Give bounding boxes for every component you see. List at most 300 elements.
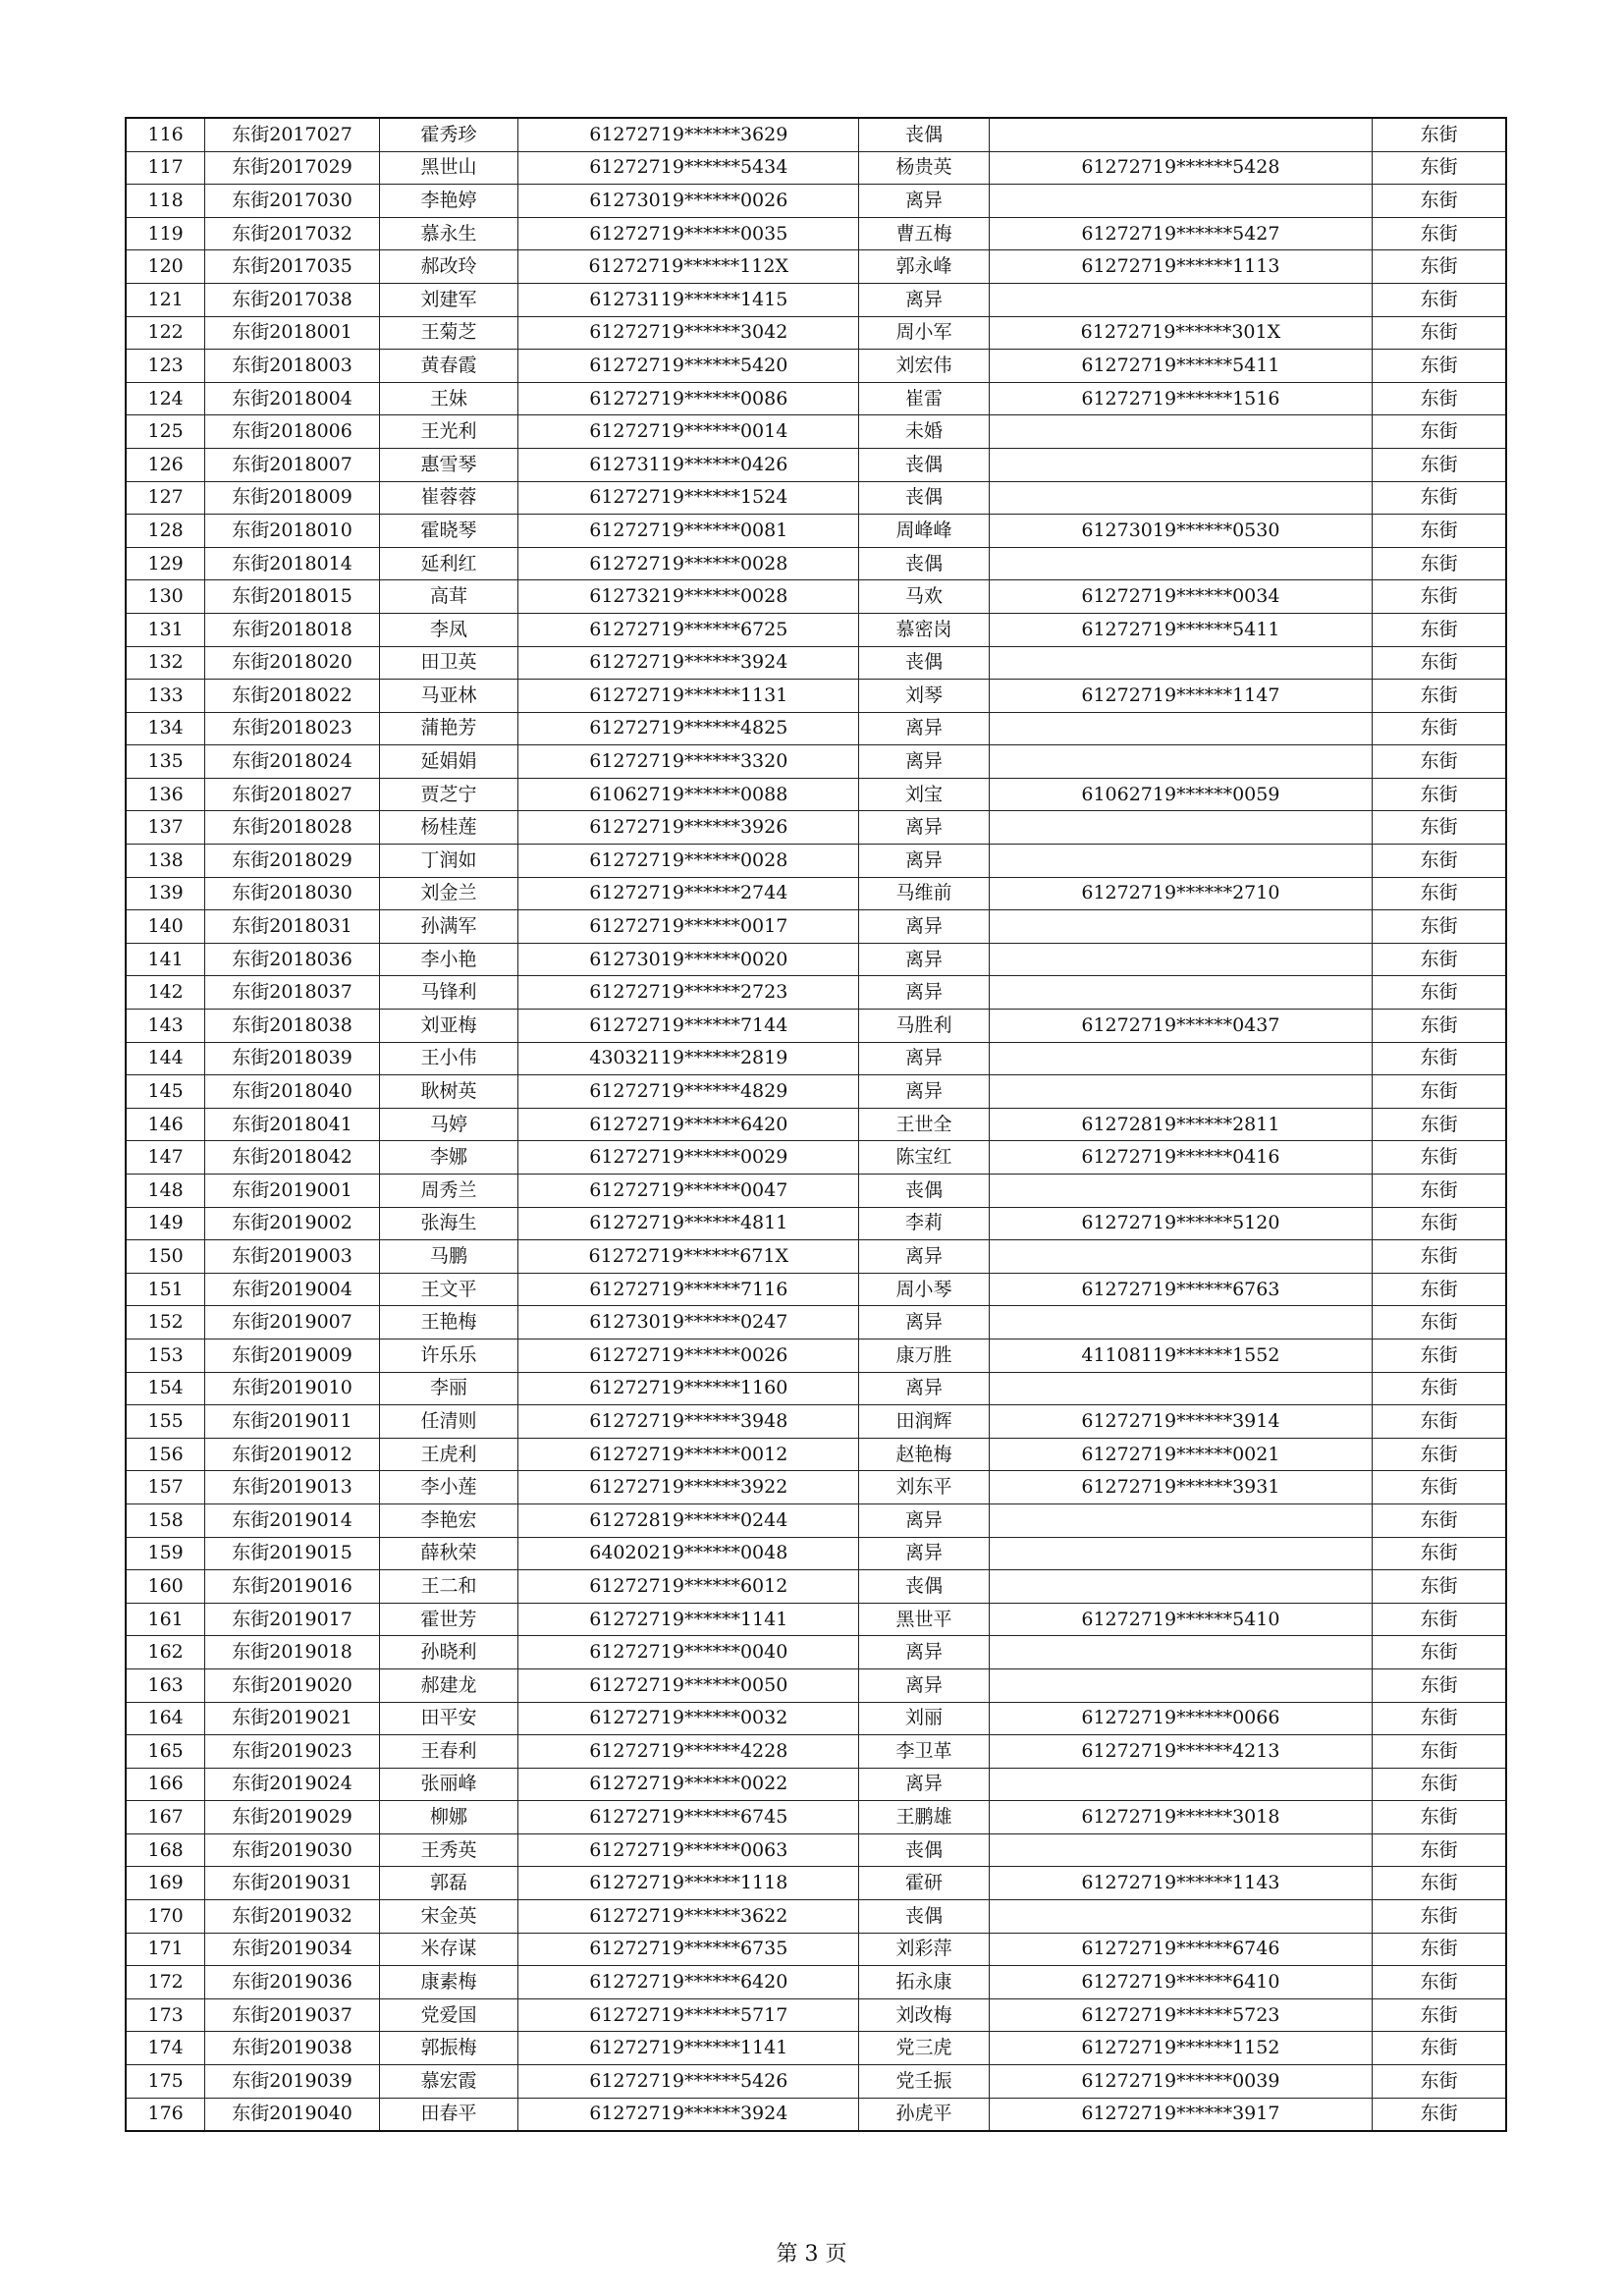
applicant-id-cell: 东街2019021 xyxy=(205,1702,380,1735)
applicant-name-cell: 蒲艳芳 xyxy=(379,712,517,745)
table-row xyxy=(126,811,1506,845)
table-row xyxy=(126,1339,1506,1372)
spouse-id-number-cell: 61272719******1152 xyxy=(989,2032,1373,2065)
applicant-id-cell: 东街2019015 xyxy=(205,1537,380,1570)
applicant-name-cell: 刘建军 xyxy=(379,283,517,316)
applicant-id-number-cell: 61272719******6420 xyxy=(518,1108,859,1141)
community-cell: 东街 xyxy=(1373,1503,1506,1537)
spouse-id-number-cell xyxy=(989,1075,1373,1109)
row-number-cell: 170 xyxy=(126,1900,205,1934)
table-row xyxy=(126,1537,1506,1570)
spouse-id-number-cell: 61272719******6746 xyxy=(989,1933,1373,1966)
spouse-or-status-cell: 离异 xyxy=(859,1503,989,1537)
community-cell: 东街 xyxy=(1373,1438,1506,1471)
table-row xyxy=(126,1075,1506,1109)
spouse-id-number-cell: 61272719******6410 xyxy=(989,1966,1373,1999)
table-row xyxy=(126,283,1506,316)
community-cell: 东街 xyxy=(1373,680,1506,713)
community-cell: 东街 xyxy=(1373,1207,1506,1240)
applicant-id-cell: 东街2019001 xyxy=(205,1175,380,1208)
applicant-name-cell: 刘亚梅 xyxy=(379,1010,517,1043)
applicant-id-number-cell: 61272719******0014 xyxy=(518,415,859,449)
applicant-name-cell: 刘金兰 xyxy=(379,877,517,910)
table-row xyxy=(126,646,1506,680)
community-cell: 东街 xyxy=(1373,712,1506,745)
spouse-id-number-cell xyxy=(989,283,1373,316)
spouse-id-number-cell: 61272719******1147 xyxy=(989,680,1373,713)
table-row xyxy=(126,1405,1506,1439)
applicant-id-number-cell: 61273219******0028 xyxy=(518,580,859,614)
spouse-or-status-cell: 丧偶 xyxy=(859,1570,989,1604)
applicant-name-cell: 霍世芳 xyxy=(379,1603,517,1636)
applicant-id-number-cell: 61272719******0081 xyxy=(518,515,859,548)
applicant-id-cell: 东街2018007 xyxy=(205,448,380,481)
row-number-cell: 139 xyxy=(126,877,205,910)
applicant-id-cell: 东街2017027 xyxy=(205,118,380,151)
table-row xyxy=(126,1438,1506,1471)
row-number-cell: 143 xyxy=(126,1010,205,1043)
applicant-id-cell: 东街2019016 xyxy=(205,1570,380,1604)
applicant-id-cell: 东街2019018 xyxy=(205,1636,380,1669)
spouse-or-status-cell: 黑世平 xyxy=(859,1603,989,1636)
row-number-cell: 118 xyxy=(126,185,205,218)
community-cell: 东街 xyxy=(1373,185,1506,218)
spouse-id-number-cell: 61272719******3018 xyxy=(989,1801,1373,1834)
applicant-name-cell: 李小艳 xyxy=(379,943,517,976)
table-row xyxy=(126,1570,1506,1604)
row-number-cell: 125 xyxy=(126,415,205,449)
applicant-id-number-cell: 61272719******6420 xyxy=(518,1966,859,1999)
spouse-id-number-cell: 41108119******1552 xyxy=(989,1339,1373,1372)
applicant-id-number-cell: 61272719******4228 xyxy=(518,1735,859,1769)
table-row xyxy=(126,2032,1506,2065)
applicant-id-cell: 东街2019010 xyxy=(205,1372,380,1405)
table-row xyxy=(126,1603,1506,1636)
applicant-id-cell: 东街2019020 xyxy=(205,1668,380,1702)
row-number-cell: 116 xyxy=(126,118,205,151)
community-cell: 东街 xyxy=(1373,1339,1506,1372)
spouse-or-status-cell: 周小军 xyxy=(859,316,989,350)
row-number-cell: 171 xyxy=(126,1933,205,1966)
row-number-cell: 150 xyxy=(126,1240,205,1274)
applicant-name-cell: 米存谋 xyxy=(379,1933,517,1966)
community-cell: 东街 xyxy=(1373,1273,1506,1306)
applicant-id-number-cell: 61272719******0028 xyxy=(518,547,859,580)
row-number-cell: 138 xyxy=(126,845,205,878)
spouse-id-number-cell xyxy=(989,943,1373,976)
spouse-or-status-cell: 赵艳梅 xyxy=(859,1438,989,1471)
table-row xyxy=(126,2065,1506,2099)
table-row xyxy=(126,778,1506,811)
spouse-or-status-cell: 丧偶 xyxy=(859,1900,989,1934)
table-row xyxy=(126,1833,1506,1867)
spouse-id-number-cell: 61272719******3931 xyxy=(989,1471,1373,1504)
table-row xyxy=(126,745,1506,779)
table-row xyxy=(126,1801,1506,1834)
applicant-name-cell: 慕宏霞 xyxy=(379,2065,517,2099)
applicant-name-cell: 丁润如 xyxy=(379,845,517,878)
row-number-cell: 175 xyxy=(126,2065,205,2099)
spouse-id-number-cell xyxy=(989,1240,1373,1274)
applicant-id-number-cell: 61273019******0026 xyxy=(518,185,859,218)
spouse-id-number-cell: 61272719******3917 xyxy=(989,2098,1373,2131)
applicant-id-number-cell: 61272719******0012 xyxy=(518,1438,859,1471)
community-cell: 东街 xyxy=(1373,1175,1506,1208)
spouse-id-number-cell: 61272719******5411 xyxy=(989,613,1373,646)
applicant-id-number-cell: 61273019******0247 xyxy=(518,1306,859,1339)
row-number-cell: 121 xyxy=(126,283,205,316)
community-cell: 东街 xyxy=(1373,2065,1506,2099)
row-number-cell: 155 xyxy=(126,1405,205,1439)
applicant-name-cell: 高茸 xyxy=(379,580,517,614)
spouse-or-status-cell: 丧偶 xyxy=(859,481,989,515)
row-number-cell: 152 xyxy=(126,1306,205,1339)
applicant-id-cell: 东街2019040 xyxy=(205,2098,380,2131)
applicant-name-cell: 王文平 xyxy=(379,1273,517,1306)
spouse-id-number-cell xyxy=(989,185,1373,218)
table-row xyxy=(126,1240,1506,1274)
applicant-name-cell: 田卫英 xyxy=(379,646,517,680)
applicant-id-number-cell: 61272719******5717 xyxy=(518,1998,859,2032)
spouse-id-number-cell xyxy=(989,646,1373,680)
spouse-id-number-cell xyxy=(989,845,1373,878)
spouse-id-number-cell xyxy=(989,1768,1373,1801)
spouse-or-status-cell: 李莉 xyxy=(859,1207,989,1240)
spouse-or-status-cell: 党壬振 xyxy=(859,2065,989,2099)
applicant-name-cell: 柳娜 xyxy=(379,1801,517,1834)
spouse-id-number-cell xyxy=(989,712,1373,745)
applicant-id-number-cell: 61272719******0026 xyxy=(518,1339,859,1372)
applicant-id-number-cell: 61272719******6725 xyxy=(518,613,859,646)
applicant-id-number-cell: 61272719******0063 xyxy=(518,1833,859,1867)
applicant-id-number-cell: 61273019******0020 xyxy=(518,943,859,976)
applicant-name-cell: 王春利 xyxy=(379,1735,517,1769)
row-number-cell: 142 xyxy=(126,976,205,1010)
applicant-id-number-cell: 61272719******1160 xyxy=(518,1372,859,1405)
row-number-cell: 140 xyxy=(126,910,205,944)
table-row xyxy=(126,185,1506,218)
applicant-id-cell: 东街2019007 xyxy=(205,1306,380,1339)
table-row xyxy=(126,1372,1506,1405)
spouse-or-status-cell: 离异 xyxy=(859,1537,989,1570)
spouse-id-number-cell xyxy=(989,910,1373,944)
spouse-or-status-cell: 马维前 xyxy=(859,877,989,910)
applicant-id-number-cell: 61272719******0047 xyxy=(518,1175,859,1208)
community-cell: 东街 xyxy=(1373,1570,1506,1604)
spouse-id-number-cell: 61272719******0034 xyxy=(989,580,1373,614)
applicant-id-cell: 东街2017029 xyxy=(205,151,380,185)
applicant-name-cell: 霍秀珍 xyxy=(379,118,517,151)
community-cell: 东街 xyxy=(1373,1900,1506,1934)
row-number-cell: 157 xyxy=(126,1471,205,1504)
applicant-name-cell: 王秀英 xyxy=(379,1833,517,1867)
applicant-id-cell: 东街2019013 xyxy=(205,1471,380,1504)
spouse-id-number-cell: 61062719******0059 xyxy=(989,778,1373,811)
applicant-id-cell: 东街2018020 xyxy=(205,646,380,680)
row-number-cell: 129 xyxy=(126,547,205,580)
spouse-or-status-cell: 丧偶 xyxy=(859,118,989,151)
table-row xyxy=(126,151,1506,185)
table-row xyxy=(126,712,1506,745)
applicant-id-number-cell: 61272719******2723 xyxy=(518,976,859,1010)
community-cell: 东街 xyxy=(1373,1240,1506,1274)
spouse-id-number-cell xyxy=(989,118,1373,151)
community-cell: 东街 xyxy=(1373,1471,1506,1504)
row-number-cell: 163 xyxy=(126,1668,205,1702)
spouse-or-status-cell: 孙虎平 xyxy=(859,2098,989,2131)
applicant-id-number-cell: 61272719******4829 xyxy=(518,1075,859,1109)
applicant-id-number-cell: 61272719******1131 xyxy=(518,680,859,713)
table-row xyxy=(126,1042,1506,1075)
applicant-name-cell: 王妹 xyxy=(379,382,517,415)
table-row xyxy=(126,943,1506,976)
applicant-id-cell: 东街2019032 xyxy=(205,1900,380,1934)
applicant-name-cell: 李艳婷 xyxy=(379,185,517,218)
applicant-name-cell: 薛秋荣 xyxy=(379,1537,517,1570)
applicant-id-cell: 东街2019034 xyxy=(205,1933,380,1966)
community-cell: 东街 xyxy=(1373,1668,1506,1702)
community-cell: 东街 xyxy=(1373,1735,1506,1769)
row-number-cell: 145 xyxy=(126,1075,205,1109)
applicant-id-number-cell: 61272719******0029 xyxy=(518,1141,859,1175)
applicant-id-cell: 东街2018004 xyxy=(205,382,380,415)
spouse-id-number-cell: 61272719******1113 xyxy=(989,250,1373,284)
applicant-id-cell: 东街2019003 xyxy=(205,1240,380,1274)
applicant-id-cell: 东街2019002 xyxy=(205,1207,380,1240)
applicant-name-cell: 田春平 xyxy=(379,2098,517,2131)
row-number-cell: 130 xyxy=(126,580,205,614)
applicant-id-number-cell: 61272719******3042 xyxy=(518,316,859,350)
applicant-name-cell: 惠雪琴 xyxy=(379,448,517,481)
community-cell: 东街 xyxy=(1373,1537,1506,1570)
applicant-name-cell: 郭振梅 xyxy=(379,2032,517,2065)
spouse-id-number-cell xyxy=(989,1503,1373,1537)
applicant-id-cell: 东街2019038 xyxy=(205,2032,380,2065)
row-number-cell: 169 xyxy=(126,1867,205,1900)
spouse-id-number-cell xyxy=(989,1537,1373,1570)
spouse-or-status-cell: 崔雷 xyxy=(859,382,989,415)
row-number-cell: 153 xyxy=(126,1339,205,1372)
spouse-id-number-cell: 61272719******5411 xyxy=(989,350,1373,383)
applicant-id-cell: 东街2018040 xyxy=(205,1075,380,1109)
row-number-cell: 167 xyxy=(126,1801,205,1834)
applicant-id-number-cell: 61272819******0244 xyxy=(518,1503,859,1537)
applicant-name-cell: 党爱国 xyxy=(379,1998,517,2032)
applicant-id-cell: 东街2019014 xyxy=(205,1503,380,1537)
table-row xyxy=(126,1735,1506,1769)
community-cell: 东街 xyxy=(1373,515,1506,548)
spouse-or-status-cell: 离异 xyxy=(859,745,989,779)
applicant-id-cell: 东街2017030 xyxy=(205,185,380,218)
spouse-or-status-cell: 离异 xyxy=(859,712,989,745)
community-cell: 东街 xyxy=(1373,1306,1506,1339)
row-number-cell: 124 xyxy=(126,382,205,415)
row-number-cell: 136 xyxy=(126,778,205,811)
applicant-id-number-cell: 61272719******1141 xyxy=(518,1603,859,1636)
spouse-id-number-cell: 61272719******6763 xyxy=(989,1273,1373,1306)
spouse-or-status-cell: 霍研 xyxy=(859,1867,989,1900)
applicant-id-number-cell: 43032119******2819 xyxy=(518,1042,859,1075)
spouse-id-number-cell: 61272719******3914 xyxy=(989,1405,1373,1439)
table-row xyxy=(126,1966,1506,1999)
spouse-id-number-cell: 61272719******5410 xyxy=(989,1603,1373,1636)
spouse-or-status-cell: 离异 xyxy=(859,185,989,218)
spouse-or-status-cell: 刘东平 xyxy=(859,1471,989,1504)
table-row xyxy=(126,1503,1506,1537)
row-number-cell: 151 xyxy=(126,1273,205,1306)
applicant-name-cell: 田平安 xyxy=(379,1702,517,1735)
spouse-or-status-cell: 曹五梅 xyxy=(859,217,989,250)
spouse-or-status-cell: 李卫革 xyxy=(859,1735,989,1769)
spouse-or-status-cell: 马欢 xyxy=(859,580,989,614)
row-number-cell: 158 xyxy=(126,1503,205,1537)
community-cell: 东街 xyxy=(1373,1702,1506,1735)
applicant-name-cell: 王虎利 xyxy=(379,1438,517,1471)
applicant-id-cell: 东街2017038 xyxy=(205,283,380,316)
row-number-cell: 122 xyxy=(126,316,205,350)
spouse-id-number-cell: 61272719******0066 xyxy=(989,1702,1373,1735)
applicant-name-cell: 周秀兰 xyxy=(379,1175,517,1208)
spouse-id-number-cell: 61273019******0530 xyxy=(989,515,1373,548)
row-number-cell: 159 xyxy=(126,1537,205,1570)
spouse-id-number-cell: 61272719******5427 xyxy=(989,217,1373,250)
community-cell: 东街 xyxy=(1373,976,1506,1010)
table-row xyxy=(126,910,1506,944)
applicant-id-cell: 东街2019017 xyxy=(205,1603,380,1636)
applicant-id-number-cell: 61272719******1141 xyxy=(518,2032,859,2065)
applicant-id-cell: 东街2019039 xyxy=(205,2065,380,2099)
applicant-id-cell: 东街2019012 xyxy=(205,1438,380,1471)
table-row xyxy=(126,845,1506,878)
applicant-id-number-cell: 61272719******1118 xyxy=(518,1867,859,1900)
applicant-name-cell: 康素梅 xyxy=(379,1966,517,1999)
table-row xyxy=(126,2098,1506,2131)
applicant-name-cell: 李娜 xyxy=(379,1141,517,1175)
community-cell: 东街 xyxy=(1373,1867,1506,1900)
applicant-id-number-cell: 61272719******0040 xyxy=(518,1636,859,1669)
community-cell: 东街 xyxy=(1373,316,1506,350)
community-cell: 东街 xyxy=(1373,2032,1506,2065)
table-row xyxy=(126,250,1506,284)
spouse-id-number-cell xyxy=(989,1636,1373,1669)
applicant-name-cell: 王菊芝 xyxy=(379,316,517,350)
applicant-id-cell: 东街2018029 xyxy=(205,845,380,878)
applicant-name-cell: 黑世山 xyxy=(379,151,517,185)
spouse-or-status-cell: 离异 xyxy=(859,845,989,878)
applicant-id-cell: 东街2019024 xyxy=(205,1768,380,1801)
table-body xyxy=(126,118,1506,2131)
applicant-id-cell: 东街2019023 xyxy=(205,1735,380,1769)
spouse-or-status-cell: 离异 xyxy=(859,1636,989,1669)
spouse-or-status-cell: 马胜利 xyxy=(859,1010,989,1043)
applicant-id-number-cell: 61272719******3922 xyxy=(518,1471,859,1504)
spouse-id-number-cell: 61272719******2710 xyxy=(989,877,1373,910)
spouse-or-status-cell: 刘琴 xyxy=(859,680,989,713)
community-cell: 东街 xyxy=(1373,1405,1506,1439)
table-row xyxy=(126,1207,1506,1240)
table-row xyxy=(126,1273,1506,1306)
spouse-id-number-cell xyxy=(989,976,1373,1010)
applicant-id-number-cell: 61272719******0035 xyxy=(518,217,859,250)
table-row xyxy=(126,1768,1506,1801)
row-number-cell: 144 xyxy=(126,1042,205,1075)
applicant-id-number-cell: 61272719******3926 xyxy=(518,811,859,845)
spouse-id-number-cell xyxy=(989,1668,1373,1702)
spouse-or-status-cell: 未婚 xyxy=(859,415,989,449)
row-number-cell: 154 xyxy=(126,1372,205,1405)
spouse-or-status-cell: 离异 xyxy=(859,1668,989,1702)
row-number-cell: 117 xyxy=(126,151,205,185)
table-row xyxy=(126,877,1506,910)
applicant-id-cell: 东街2018039 xyxy=(205,1042,380,1075)
row-number-cell: 166 xyxy=(126,1768,205,1801)
applicant-id-number-cell: 61272719******3924 xyxy=(518,2098,859,2131)
applicant-id-cell: 东街2018030 xyxy=(205,877,380,910)
row-number-cell: 168 xyxy=(126,1833,205,1867)
row-number-cell: 119 xyxy=(126,217,205,250)
applicant-name-cell: 王二和 xyxy=(379,1570,517,1604)
community-cell: 东街 xyxy=(1373,1833,1506,1867)
applicant-name-cell: 慕永生 xyxy=(379,217,517,250)
row-number-cell: 156 xyxy=(126,1438,205,1471)
community-cell: 东街 xyxy=(1373,2098,1506,2131)
page-number: 第 3 页 xyxy=(776,2242,847,2267)
applicant-name-cell: 耿树英 xyxy=(379,1075,517,1109)
community-cell: 东街 xyxy=(1373,580,1506,614)
spouse-or-status-cell: 离异 xyxy=(859,976,989,1010)
community-cell: 东街 xyxy=(1373,1108,1506,1141)
applicant-name-cell: 杨桂莲 xyxy=(379,811,517,845)
applicant-name-cell: 王小伟 xyxy=(379,1042,517,1075)
applicant-id-number-cell: 61272719******1524 xyxy=(518,481,859,515)
applicant-name-cell: 李艳宏 xyxy=(379,1503,517,1537)
applicant-id-cell: 东街2018031 xyxy=(205,910,380,944)
row-number-cell: 176 xyxy=(126,2098,205,2131)
applicant-id-cell: 东街2019011 xyxy=(205,1405,380,1439)
table-row xyxy=(126,118,1506,151)
applicant-id-cell: 东街2018009 xyxy=(205,481,380,515)
community-cell: 东街 xyxy=(1373,943,1506,976)
applicant-id-cell: 东街2019030 xyxy=(205,1833,380,1867)
community-cell: 东街 xyxy=(1373,481,1506,515)
applicant-id-number-cell: 64020219******0048 xyxy=(518,1537,859,1570)
table-row xyxy=(126,316,1506,350)
applicant-name-cell: 马锋利 xyxy=(379,976,517,1010)
row-number-cell: 135 xyxy=(126,745,205,779)
table-row xyxy=(126,1668,1506,1702)
spouse-or-status-cell: 刘改梅 xyxy=(859,1998,989,2032)
spouse-or-status-cell: 周峰峰 xyxy=(859,515,989,548)
spouse-id-number-cell: 61272719******4213 xyxy=(989,1735,1373,1769)
spouse-id-number-cell xyxy=(989,1372,1373,1405)
applicant-name-cell: 张丽峰 xyxy=(379,1768,517,1801)
community-cell: 东街 xyxy=(1373,547,1506,580)
applicant-id-number-cell: 61272719******2744 xyxy=(518,877,859,910)
spouse-id-number-cell: 61272719******0039 xyxy=(989,2065,1373,2099)
row-number-cell: 174 xyxy=(126,2032,205,2065)
applicant-id-number-cell: 61272719******7144 xyxy=(518,1010,859,1043)
community-cell: 东街 xyxy=(1373,1768,1506,1801)
applicant-name-cell: 郭磊 xyxy=(379,1867,517,1900)
spouse-id-number-cell xyxy=(989,1042,1373,1075)
community-cell: 东街 xyxy=(1373,1636,1506,1669)
spouse-id-number-cell: 61272719******301X xyxy=(989,316,1373,350)
spouse-or-status-cell: 离异 xyxy=(859,1240,989,1274)
applicant-name-cell: 孙晓利 xyxy=(379,1636,517,1669)
spouse-or-status-cell: 刘宝 xyxy=(859,778,989,811)
row-number-cell: 164 xyxy=(126,1702,205,1735)
table-row xyxy=(126,1175,1506,1208)
